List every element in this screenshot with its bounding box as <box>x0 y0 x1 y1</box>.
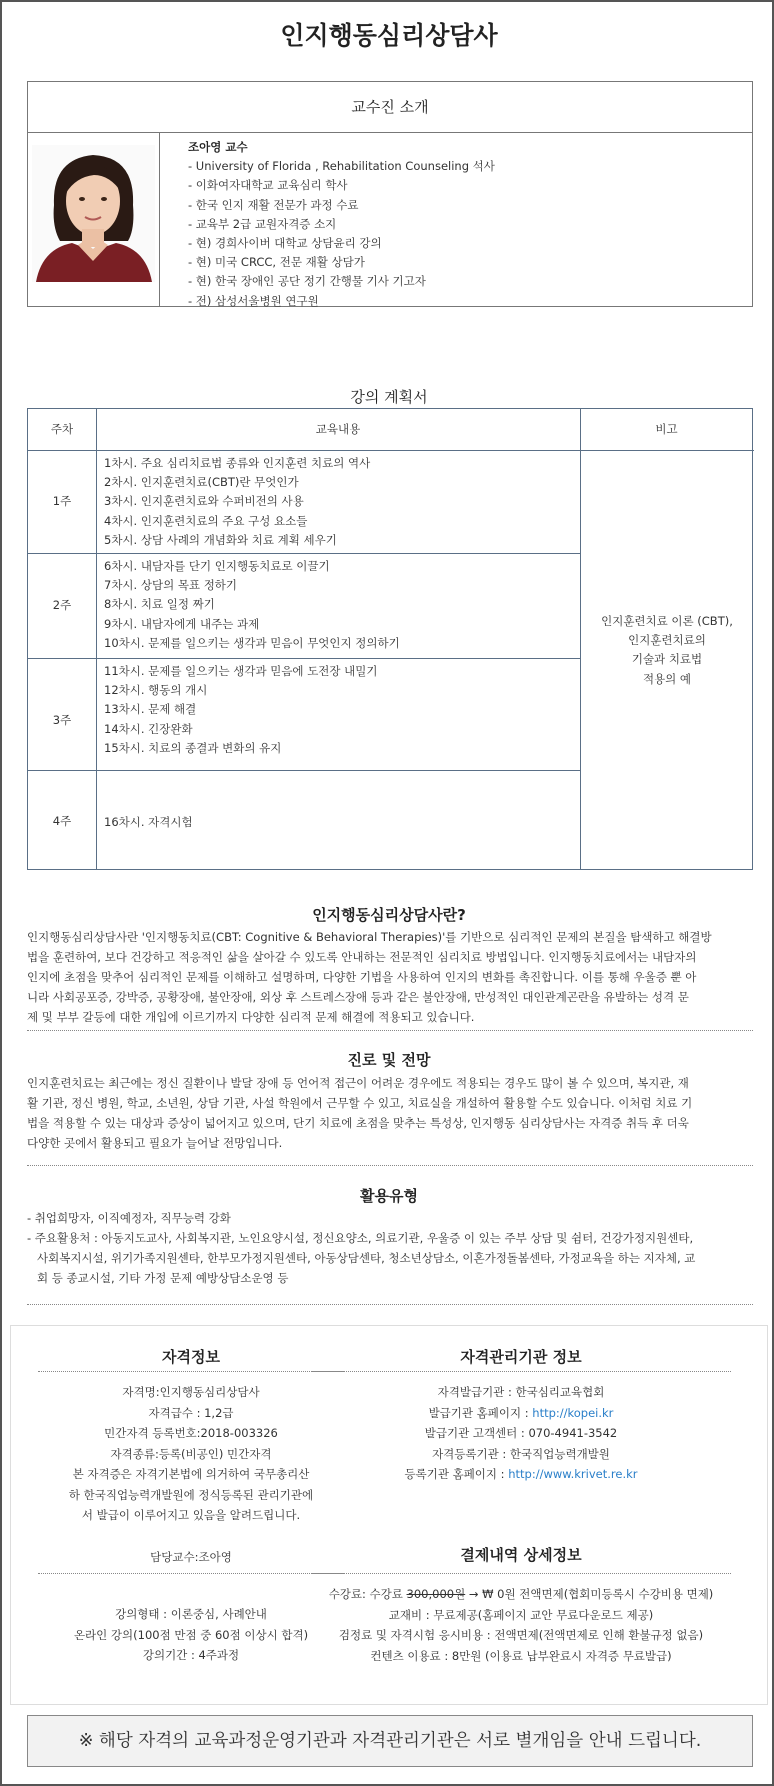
session-item: 16차시. 자격시험 <box>104 815 193 829</box>
career-item: - 현) 한국 장애인 공단 정기 간행물 기사 기고자 <box>188 274 426 289</box>
session-item: 12차시. 행동의 개시 <box>104 683 208 698</box>
agency-info-title: 자격관리기관 정보 <box>460 1348 582 1366</box>
row-divider <box>28 770 580 771</box>
session-item: 14차시. 긴장완화 <box>104 721 193 736</box>
career-item: - 전) 삼성서울병원 연구원 <box>188 293 319 308</box>
session-item: 15차시. 치료의 종결과 변화의 유지 <box>104 740 282 755</box>
note-line: 인지훈련치료의 <box>628 633 706 648</box>
outlook-title: 진로 및 전망 <box>347 1051 431 1069</box>
usage-title: 활용유형 <box>360 1187 418 1205</box>
about-line: 인지행동심리상담사란 '인지행동치료(CBT: Cognitive & Behavioral Therapies)'를 기반으로 심리적인 문제의 본질을 탐색하고 해결방 <box>27 930 712 944</box>
cert-line: 자격명:인지행동심리상담사 <box>122 1385 260 1399</box>
course-line: 온라인 강의(100점 만점 중 60점 이상시 합격) <box>73 1627 309 1642</box>
agency-info-lines <box>311 1382 731 1485</box>
session-item: 10차시. 문제를 일으키는 생각과 믿음이 무엇인지 정의하기 <box>104 635 400 650</box>
outlook-line: 인지훈련치료는 최근에는 정신 질환이나 발달 장애 등 언어적 접근이 어려운 경우에도 적용되는 경우도 많이 볼 수 있으며, 복지관, 재 <box>27 1076 689 1090</box>
divider <box>311 1371 731 1372</box>
divider <box>311 1573 731 1574</box>
divider <box>27 1030 753 1031</box>
faculty-portrait <box>32 145 155 282</box>
fee-original: 300,000원 <box>406 1587 466 1601</box>
payment-exam-fee: 검정료 및 자격시험 응시비용 : 전액면제(전액면제로 인해 환불규정 없음) <box>338 1628 704 1642</box>
usage-item-continued: 회 등 종교시설, 기타 가정 문제 예방상담소운영 등 <box>37 1271 289 1285</box>
week-label: 3주 <box>52 713 72 727</box>
lecture-plan-table <box>27 408 753 870</box>
session-item: 13차시. 문제 해결 <box>104 702 197 717</box>
faculty-name: 조아영 교수 <box>188 140 248 154</box>
header-note: 비고 <box>655 422 678 436</box>
issuer-homepage-link[interactable]: http://kopei.kr <box>532 1405 614 1420</box>
faculty-heading: 교수진 소개 <box>28 82 752 133</box>
usage-item-continued: 사회복지시설, 위기가족지원센타, 한부모가정지원센타, 아동상담센타, 청소년상담소, 이혼가정돌봄센타, 가정교육을 하는 지자체, 교 <box>37 1251 696 1265</box>
week-label: 1주 <box>52 494 72 508</box>
divider <box>27 1304 753 1305</box>
cert-line: 본 자격증은 자격기본법에 의거하여 국무총리산 <box>72 1467 310 1481</box>
fee-suffix: → ₩ 0원 전액면제(협회미등록시 수강비용 면제) <box>465 1587 714 1601</box>
career-item: - University of Florida , Rehabilitation Counseling 석사 <box>188 159 495 174</box>
faculty-box <box>27 81 753 307</box>
about-title: 인지행동심리상담사란? <box>312 906 466 924</box>
cert-line: 민간자격 등록번호:2018-003326 <box>104 1426 278 1440</box>
about-paragraph <box>27 927 753 1027</box>
course-line: 강의기간 : 4주과정 <box>142 1648 240 1662</box>
divider <box>38 1573 344 1574</box>
cert-line: 자격급수 : 1,2급 <box>148 1405 234 1420</box>
week-sessions <box>104 662 378 758</box>
payment-fee <box>291 1584 751 1605</box>
outlook-line: 다양한 곳에서 활용되고 필요가 늘어날 전망입니다. <box>27 1136 283 1150</box>
session-item: 7차시. 상담의 목표 정하기 <box>104 578 238 593</box>
divider <box>38 1371 344 1372</box>
homepage-label: 발급기관 홈페이지 : <box>428 1405 533 1420</box>
payment-materials: 교재비 : 무료제공(홈페이지 교안 무료다운로드 제공) <box>388 1607 654 1622</box>
usage-item: - 취업희망자, 이직예정자, 직무능력 강화 <box>27 1211 231 1225</box>
about-line: 인지에 초점을 맞추어 심리적인 문제를 이해하고 설명하며, 다양한 기법을 사용하여 인지의 변화를 촉진합니다. 이를 통해 우울증 뿐 아 <box>27 970 697 984</box>
career-item: - 이화여자대학교 교육심리 학사 <box>188 178 348 193</box>
outlook-line: 법을 적용할 수 있는 대상과 증상이 넓어지고 있으며, 단기 치료에 초점을 맞추는 특성상, 인지행동 심리상담사는 자격증 취득 후 더욱 <box>27 1116 689 1130</box>
session-item: 3차시. 인지훈련치료와 수퍼비전의 사용 <box>104 494 304 509</box>
plan-title: 강의 계획서 <box>350 388 428 406</box>
session-item: 11차시. 문제를 일으키는 생각과 믿음에 도전장 내밀기 <box>104 664 378 678</box>
career-item: - 현) 경희사이버 대학교 상담윤리 강의 <box>188 236 382 251</box>
header-content: 교육내용 <box>315 422 361 436</box>
note-line: 적용의 예 <box>642 671 692 686</box>
col-divider <box>96 409 97 869</box>
row-divider <box>28 658 580 659</box>
career-item: - 현) 미국 CRCC, 전문 재활 상담가 <box>188 255 365 270</box>
header-week: 주차 <box>50 422 74 436</box>
career-item: - 교육부 2급 교원자격증 소지 <box>188 216 337 231</box>
info-box <box>10 1325 768 1705</box>
portrait-icon <box>32 145 155 282</box>
session-item: 2차시. 인지훈련치료(CBT)란 무엇인가 <box>104 475 299 490</box>
agency-issuer: 자격발급기관 : 한국심리교육협회 <box>437 1385 605 1399</box>
cert-line: 서 발급이 이루어지고 있음을 알려드립니다. <box>81 1508 301 1522</box>
note-line: 인지훈련치료 이론 (CBT), <box>601 614 733 628</box>
career-item: - 한국 인지 재활 전문가 과정 수료 <box>188 197 359 212</box>
about-line: 니라 사회공포증, 강박증, 공황장애, 불안장애, 외상 후 스트레스장애 등과 같은 불안장애, 만성적인 대인관계곤란을 유발하는 성격 문 <box>27 990 689 1004</box>
payment-content-fee: 컨텐츠 이용료 : 8만원 (이용료 납부완료시 자격증 무료발급) <box>370 1648 672 1663</box>
session-item: 4차시. 인지훈련치료의 주요 구성 요소들 <box>104 513 308 528</box>
agency-registrar: 자격등록기관 : 한국직업능력개발원 <box>432 1446 610 1461</box>
about-line: 제 및 부부 갈등에 대한 개입에 이르기까지 다양한 심리적 문제 해결에 적용되고 있습니다. <box>27 1010 475 1024</box>
cert-line: 하 한국직업능력개발원에 정식등록된 관리기관에 <box>68 1487 314 1502</box>
fee-prefix: 수강료: 수강료 <box>328 1587 407 1601</box>
session-item: 8차시. 치료 일정 짜기 <box>104 597 215 612</box>
outlook-paragraph <box>27 1073 753 1153</box>
plan-note <box>581 612 753 689</box>
week-label: 2주 <box>52 598 72 612</box>
cert-line: 자격종류:등록(비공인) 민간자격 <box>110 1446 272 1461</box>
week-sessions <box>104 557 400 653</box>
agency-homepage <box>311 1403 731 1424</box>
week-sessions <box>104 454 370 550</box>
faculty-info <box>188 138 495 311</box>
reg-homepage-label: 등록기관 홈페이지 : <box>404 1467 509 1481</box>
page-title: 인지행동심리상담사 <box>280 21 498 50</box>
row-divider <box>28 450 754 451</box>
instructor-label: 담당교수:조아영 <box>150 1550 232 1564</box>
cert-info-title: 자격정보 <box>162 1348 220 1366</box>
notice-banner: ※ 해당 자격의 교육과정운영기관과 자격관리기관은 서로 별개임을 안내 드립니다. <box>27 1715 753 1767</box>
agency-call-center: 발급기관 고객센터 : 070-4941-3542 <box>424 1426 618 1440</box>
week-sessions <box>104 813 193 832</box>
session-item: 5차시. 상담 사례의 개념화와 치료 계획 세우기 <box>104 532 337 547</box>
divider <box>27 1165 753 1166</box>
week-label: 4주 <box>52 814 72 828</box>
registrar-homepage-link[interactable]: http://www.krivet.re.kr <box>508 1467 638 1481</box>
row-divider <box>28 553 580 554</box>
cert-info-lines <box>28 1382 354 1526</box>
usage-list <box>27 1208 757 1288</box>
note-line: 기술과 치료법 <box>631 652 703 667</box>
payment-lines <box>291 1584 751 1666</box>
usage-item: - 주요활용처 : 아동지도교사, 사회복지관, 노인요양시설, 정신요양소, 의료기관, 우울증 이 있는 주부 상담 및 쉼터, 건강가정지원센타, <box>27 1231 694 1245</box>
payment-title: 결제내역 상세정보 <box>460 1546 582 1564</box>
agency-reg-homepage <box>311 1464 731 1485</box>
session-item: 6차시. 내담자를 단기 인지행동치료로 이끌기 <box>104 559 330 573</box>
session-item: 1차시. 주요 심리치료법 종류와 인지훈련 치료의 역사 <box>104 456 371 470</box>
course-line: 강의형태 : 이론중심, 사례안내 <box>115 1607 267 1621</box>
outlook-line: 활 기관, 정신 병원, 학교, 소년원, 상담 기관, 사설 학원에서 근무할 수 있고, 치료실을 개설하여 활용할 수도 있습니다. 이처럼 치료 기 <box>27 1096 693 1110</box>
faculty-photo-cell <box>28 133 160 306</box>
session-item: 9차시. 내담자에게 내주는 과제 <box>104 616 260 631</box>
about-line: 법을 훈련하여, 보다 건강하고 적응적인 삶을 살아갈 수 있도록 안내하는 전문적인 심리치료 방법입니다. 인지행동치료에서는 내담자의 <box>27 950 697 964</box>
